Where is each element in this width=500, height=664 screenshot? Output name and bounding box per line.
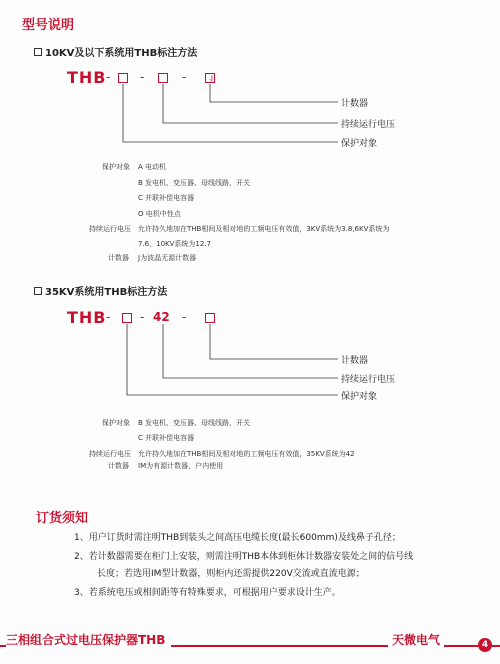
- page-number: 4: [478, 638, 492, 652]
- scheme2-prefix: THB: [67, 308, 107, 327]
- scheme2-box-protect: [122, 313, 132, 323]
- scheme1-voltage-line-2: 7.6，10KV系统为12.7: [138, 240, 212, 248]
- scheme2-dash-2: -: [140, 310, 145, 324]
- scheme2-counter-text: IM为有源计数器，户内使用: [138, 462, 224, 470]
- scheme1-protect-item: A 电动机: [138, 163, 167, 171]
- scheme1-counter-text: J为波晶无源计数器: [138, 254, 197, 262]
- checkbox-square-icon: [34, 287, 42, 295]
- scheme2-box-counter: [205, 313, 215, 323]
- scheme2-heading-text: 35KV系统用THB标注方法: [45, 287, 168, 298]
- order-item: 1、用户订货时需注明THB到装头之间高压电缆长度(最长600mm)及线鼻子孔径；: [74, 533, 401, 543]
- scheme2-heading: [34, 283, 167, 298]
- scheme2-dash-3: -: [182, 310, 187, 324]
- scheme1-box-counter: .J: [205, 73, 215, 83]
- scheme2-voltage-text: 允许持久地加在THB相间及相对地的工频电压有效值，35KV系统为42: [138, 450, 355, 458]
- scheme2-line-counter: [210, 324, 338, 359]
- scheme2-protect-item: C 并联补偿电容器: [138, 434, 195, 442]
- footer-title: 三相组合式过电压保护器THB: [6, 631, 171, 648]
- scheme1-dash-1: -: [106, 70, 111, 84]
- scheme2-detail-protect-label: 保护对象: [102, 419, 130, 427]
- scheme2-line-protect: [127, 324, 338, 395]
- scheme1-protect-item: C 并联补偿电容器: [138, 194, 195, 202]
- scheme1-prefix: THB: [67, 68, 107, 87]
- scheme2-protect-item: B 发电机、变压器、母线线路、开关: [138, 419, 251, 427]
- scheme2-dash-1: -: [106, 310, 111, 324]
- scheme1-detail-counter-label: 计数器: [108, 254, 129, 262]
- scheme1-line-counter: [210, 84, 338, 102]
- scheme1-label-protect: 保护对象: [341, 139, 378, 149]
- scheme2-code: 42: [153, 310, 170, 324]
- scheme2-line-voltage: [163, 324, 338, 378]
- scheme1-dash-3: -: [182, 70, 187, 84]
- section-title-order: 订货须知: [36, 511, 89, 526]
- scheme1-dash-2: -: [140, 70, 145, 84]
- scheme2-label-voltage: 持续运行电压: [341, 375, 396, 385]
- section-title-model: 型号说明: [22, 18, 75, 33]
- scheme2-label-counter: 计数器: [341, 356, 369, 366]
- scheme2-detail-voltage-label: 持续运行电压: [89, 450, 131, 458]
- scheme1-detail-protect-label: 保护对象: [102, 163, 130, 171]
- scheme1-heading-text: 10KV及以下系统用THB标注方法: [45, 48, 198, 59]
- footer-brand-logo: 天微电气: [388, 631, 444, 648]
- order-item: 长度；若选用IM型计数器，则柜内还需提供220V交流或直流电源；: [97, 569, 365, 579]
- scheme1-label-counter: 计数器: [341, 99, 369, 109]
- scheme1-detail-voltage-label: 持续运行电压: [89, 225, 131, 233]
- scheme2-label-protect: 保护对象: [341, 392, 378, 402]
- scheme1-protect-item: B 发电机、变压器、母线线路、开关: [138, 179, 251, 187]
- scheme1-label-voltage: 持续运行电压: [341, 120, 396, 130]
- scheme1-protect-item: O 电机中性点: [138, 210, 181, 218]
- scheme1-voltage-line-1: 允许持久地加在THB相间及相对地的工频电压有效值，3KV系统为3.8,6KV系统为: [138, 225, 390, 233]
- scheme2-detail-counter-label: 计数器: [108, 462, 129, 470]
- scheme1-line-voltage: [163, 84, 338, 123]
- order-item: 2、若计数器需要在柜门上安装，则需注明THB本体到柜体计数器安装处之间的信号线: [74, 552, 414, 562]
- order-item: 3、若系统电压或相间距等有特殊要求，可根据用户要求设计生产。: [74, 588, 341, 598]
- scheme1-line-protect: [123, 84, 338, 142]
